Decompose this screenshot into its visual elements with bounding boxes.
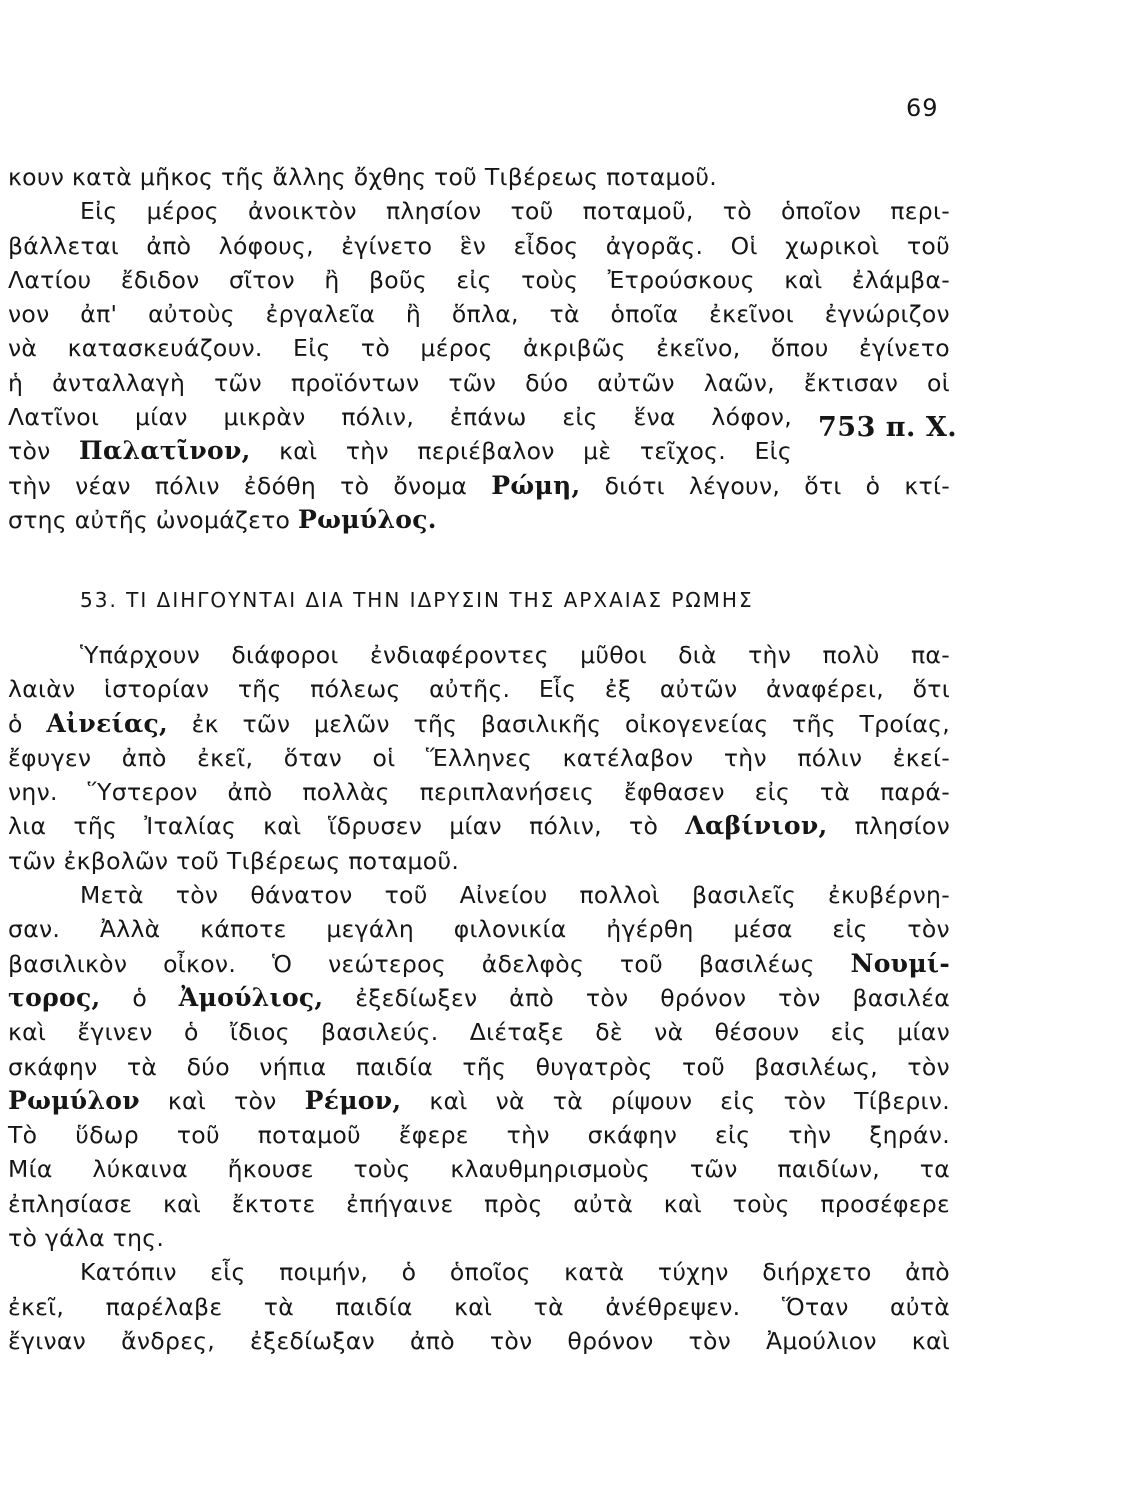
line-text: σαν. Ἀλλὰ κάποτε μεγάλη φιλονικία ἠγέρθη μέσα εἰς τὸν — [8, 915, 950, 944]
line-text: Τὸ ὕδωρ τοῦ ποταμοῦ ἔφερε τὴν σκάφην εἰς τὴν ξηράν. — [8, 1121, 950, 1150]
text-line — [8, 1118, 950, 1152]
bold-term: Ρέμον, — [304, 1085, 402, 1115]
line-text: τὸ γάλα της. — [8, 1224, 165, 1253]
text-line — [8, 1221, 950, 1255]
text-line — [8, 1290, 950, 1324]
text-line — [8, 775, 950, 809]
bold-term: Αἰνείας, — [46, 708, 169, 738]
text-line — [8, 263, 950, 297]
section-heading: 53. ΤΙ ΔΙΗΓΟΥΝΤΑΙ ΔΙΑ ΤΗΝ ΙΔΡΥΣΙΝ ΤΗΣ ΑΡΧΑΙΑΣ ΡΩΜΗΣ — [80, 588, 754, 612]
text-line — [8, 366, 950, 400]
line-text: πλησίον — [827, 812, 950, 841]
text-line — [8, 1084, 950, 1118]
line-text: ἔγιναν ἄνδρες, ἐξεδίωξαν ἀπὸ τὸν θρόνον τὸν Ἀμούλιον καὶ — [8, 1326, 950, 1355]
line-text: καὶ ἔγινεν ὁ ἴδιος βασιλεύς. Διέταξε δὲ νὰ θέσουν εἰς μίαν — [8, 1018, 950, 1047]
line-text: νὰ κατασκευάζουν. Εἰς τὸ μέρος ἀκριβῶς ἐκεῖνο, ὅπου ἐγίνετο — [8, 334, 950, 363]
bold-term: Νουμί- — [850, 948, 950, 978]
page-number: 69 — [906, 94, 939, 122]
line-text: τὸν — [8, 437, 80, 466]
line-text: ἐπλησίασε καὶ ἔκτοτε ἐπήγαινε πρὸς αὐτὰ καὶ τοὺς προσέφερε — [8, 1189, 950, 1218]
text-line — [8, 1324, 950, 1358]
text-line — [8, 297, 950, 331]
line-text: ὁ — [100, 983, 179, 1012]
text-line — [8, 160, 950, 194]
line-text: νον ἀπ' αὐτοὺς ἐργαλεῖα ἢ ὅπλα, τὰ ὁποῖα ἐκεῖνοι ἐγνώριζον — [8, 300, 950, 329]
bold-term: Ἀμούλιος, — [178, 982, 324, 1012]
bold-term: Λαβίνιον, — [685, 811, 828, 841]
line-text: Λατίου ἔδιδον σῖτον ἢ βοῦς εἰς τοὺς Ἐτρούσκους καὶ ἐλάμβα- — [8, 265, 950, 294]
text-line — [8, 331, 950, 365]
text-line — [8, 707, 950, 741]
text-line — [8, 194, 950, 228]
line-text: ἔφυγεν ἀπὸ ἐκεῖ, ὅταν οἱ Ἕλληνες κατέλαβον τὴν πόλιν ἐκεί- — [8, 743, 950, 772]
line-text: Λατῖνοι μίαν μικρὰν πόλιν, ἐπάνω εἰς ἕνα λόφον, — [8, 403, 792, 432]
text-line — [8, 672, 950, 706]
text-line — [8, 981, 950, 1015]
line-text: Εἰς μέρος ἀνοικτὸν πλησίον τοῦ ποταμοῦ, τὸ ὁποῖον περι- — [80, 197, 950, 226]
line-text: βάλλεται ἀπὸ λόφους, ἐγίνετο ἓν εἶδος ἀγορᾶς. Οἱ χωρικοὶ τοῦ — [8, 231, 950, 260]
line-text: ἡ ἀνταλλαγὴ τῶν προϊόντων τῶν δύο αὐτῶν λαῶν, ἔκτισαν οἱ — [8, 368, 950, 397]
paragraph-block-legends — [8, 638, 950, 1358]
bold-term: Ρωμύλος. — [298, 504, 437, 534]
text-line — [8, 1255, 950, 1289]
line-text: ἐκεῖ, παρέλαβε τὰ παιδία καὶ τὰ ἀνέθρεψεν. Ὅταν αὐτὰ — [8, 1292, 950, 1321]
bold-term: Παλατῖνον, — [79, 436, 251, 466]
text-line — [8, 878, 950, 912]
line-text: καὶ τὴν περιέβαλον μὲ τεῖχος. Εἰς — [250, 437, 792, 466]
bold-term: Ρώμη, — [491, 470, 581, 500]
paragraph-block-foundation — [8, 160, 950, 537]
line-text: βασιλικὸν οἶκον. Ὁ νεώτερος ἀδελφὸς τοῦ βασιλέως — [8, 949, 851, 978]
line-text: καὶ τὸν — [139, 1086, 305, 1115]
line-text: λια τῆς Ἰταλίας καὶ ἵδρυσεν μίαν πόλιν, τὸ — [8, 812, 686, 841]
text-line — [8, 1187, 950, 1221]
text-line — [8, 809, 950, 843]
line-text: Μία λύκαινα ἤκουσε τοὺς κλαυθμηρισμοὺς τῶν παιδίων, τα — [8, 1155, 950, 1184]
text-line — [8, 434, 792, 468]
line-text: διότι λέγουν, ὅτι ὁ κτί- — [580, 471, 950, 500]
text-line — [8, 400, 792, 434]
line-text: Ὑπάρχουν διάφοροι ἐνδιαφέροντες μῦθοι διὰ τὴν πολὺ πα- — [80, 641, 950, 669]
bold-term: τορος, — [8, 982, 101, 1012]
line-text: Κατόπιν εἷς ποιμήν, ὁ ὁποῖος κατὰ τύχην διήρχετο ἀπὸ — [80, 1258, 950, 1287]
bold-term: Ρωμύλον — [8, 1085, 140, 1115]
text-line — [8, 469, 950, 503]
text-line — [8, 912, 950, 946]
line-text: στης αὐτῆς ὠνομάζετο — [8, 505, 298, 534]
text-line — [8, 503, 950, 537]
line-text: ὁ — [8, 709, 47, 738]
text-line — [8, 1015, 950, 1049]
line-text: λαιὰν ἱστορίαν τῆς πόλεως αὐτῆς. Εἷς ἐξ αὐτῶν ἀναφέρει, ὅτι — [8, 675, 950, 704]
text-line — [8, 1050, 950, 1084]
line-text: Μετὰ τὸν θάνατον τοῦ Αἰνείου πολλοὶ βασιλεῖς ἐκυβέρνη- — [80, 881, 950, 910]
line-text: καὶ νὰ τὰ ρίψουν εἰς τὸν Τίβεριν. — [401, 1086, 950, 1115]
text-line — [8, 229, 950, 263]
text-line — [8, 1152, 950, 1186]
line-text: σκάφην τὰ δύο νήπια παιδία τῆς θυγατρὸς τοῦ βασιλέως, τὸν — [8, 1052, 950, 1081]
margin-date-note: 753 π. Χ. — [818, 412, 958, 443]
text-line — [8, 844, 950, 878]
text-line — [8, 947, 950, 981]
line-text: νην. Ὕστερον ἀπὸ πολλὰς περιπλανήσεις ἔφθασεν εἰς τὰ παρά- — [8, 778, 950, 807]
text-line — [8, 638, 950, 672]
line-text: ἐξεδίωξεν ἀπὸ τὸν θρόνον τὸν βασιλέα — [323, 983, 951, 1012]
line-text: τὴν νέαν πόλιν ἐδόθη τὸ ὄνομα — [8, 471, 492, 500]
line-text: τῶν ἐκβολῶν τοῦ Τιβέρεως ποταμοῦ. — [8, 846, 460, 875]
text-line — [8, 741, 950, 775]
line-text: κουν κατὰ μῆκος τῆς ἄλλης ὄχθης τοῦ Τιβέρεως ποταμοῦ. — [8, 163, 718, 191]
line-text: ἐκ τῶν μελῶν τῆς βασιλικῆς οἰκογενείας τῆς Τροίας, — [168, 709, 950, 738]
